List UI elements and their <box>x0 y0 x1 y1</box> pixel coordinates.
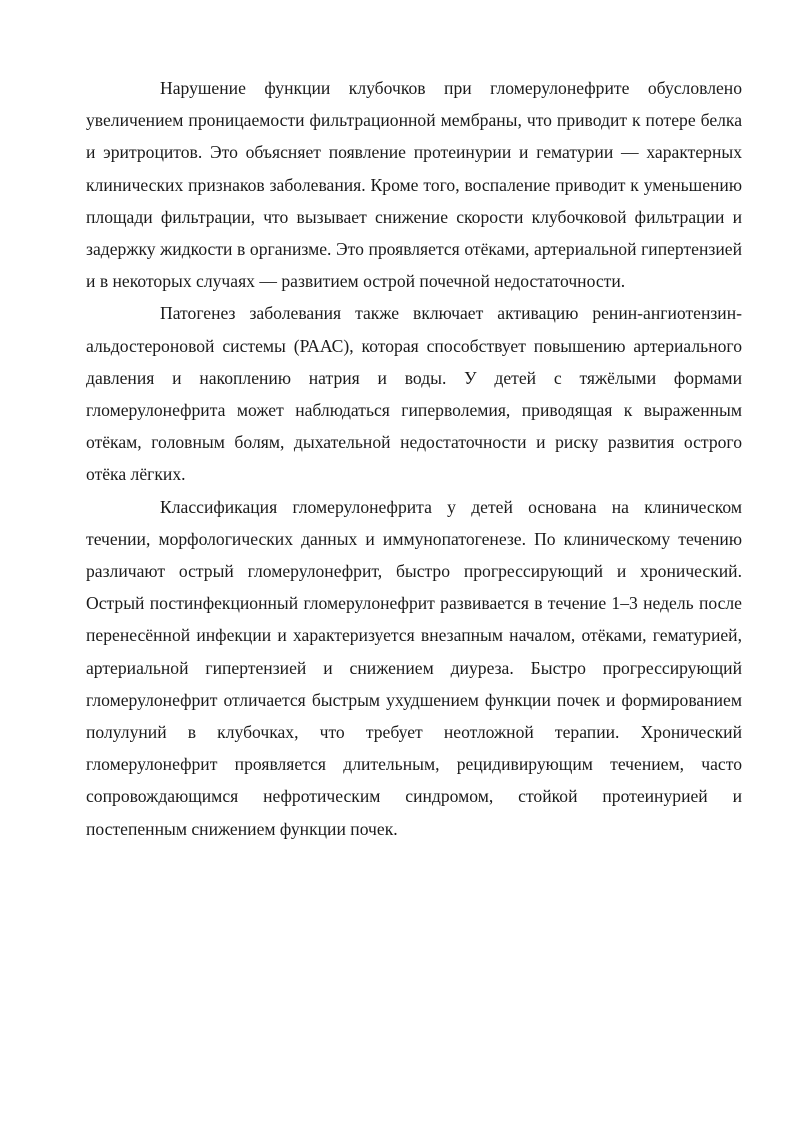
paragraph-pathogenesis-raas: Патогенез заболевания также включает активацию ренин-ангиотензин-альдостероновой системы (РААС), которая способствует повышению артериального давления и накоплению натрия и воды. У детей с тяжёлыми формами гломерулонефрита может наблюдаться гиперволемия, приводящая к выраженным отёкам, головным болям, дыхательной недостаточности и риску развития острого отёка лёгких. <box>86 303 742 485</box>
paragraph-classification: Классификация гломерулонефрита у детей основана на клиническом течении, морфологических данных и иммунопатогенезе. По клиническому течению различают острый гломерулонефрит, быстро прогрессирующий и хронический. Острый постинфекционный гломерулонефрит развивается в течение 1–3 недель после перенесённой инфекции и характеризуется внезапным началом, отёками, гематурией, артериальной гипертензией и снижением диуреза. Быстро прогрессирующий гломерулонефрит отличается быстрым ухудшением функции почек и формированием полулуний в клубочках, что требует неотложной терапии. Хронический гломерулонефрит проявляется длительным, рецидивирующим течением, часто сопровождающимся нефротическим синдромом, стойкой протеинурией и постепенным снижением функции почек. <box>86 496 742 839</box>
paragraph-glomerular-dysfunction: Нарушение функции клубочков при гломерулонефрите обусловлено увеличением проницаемости фильтрационной мембраны, что приводит к потере белка и эритроцитов. Это объясняет появление протеинурии и гематурии — характерных клинических признаков заболевания. Кроме того, воспаление приводит к уменьшению площади фильтрации, что вызывает снижение скорости клубочковой фильтрации и задержку жидкости в организме. Это проявляется отёками, артериальной гипертензией и в некоторых случаях — развитием острой почечной недостаточности. <box>86 78 742 292</box>
document-body <box>86 72 742 845</box>
